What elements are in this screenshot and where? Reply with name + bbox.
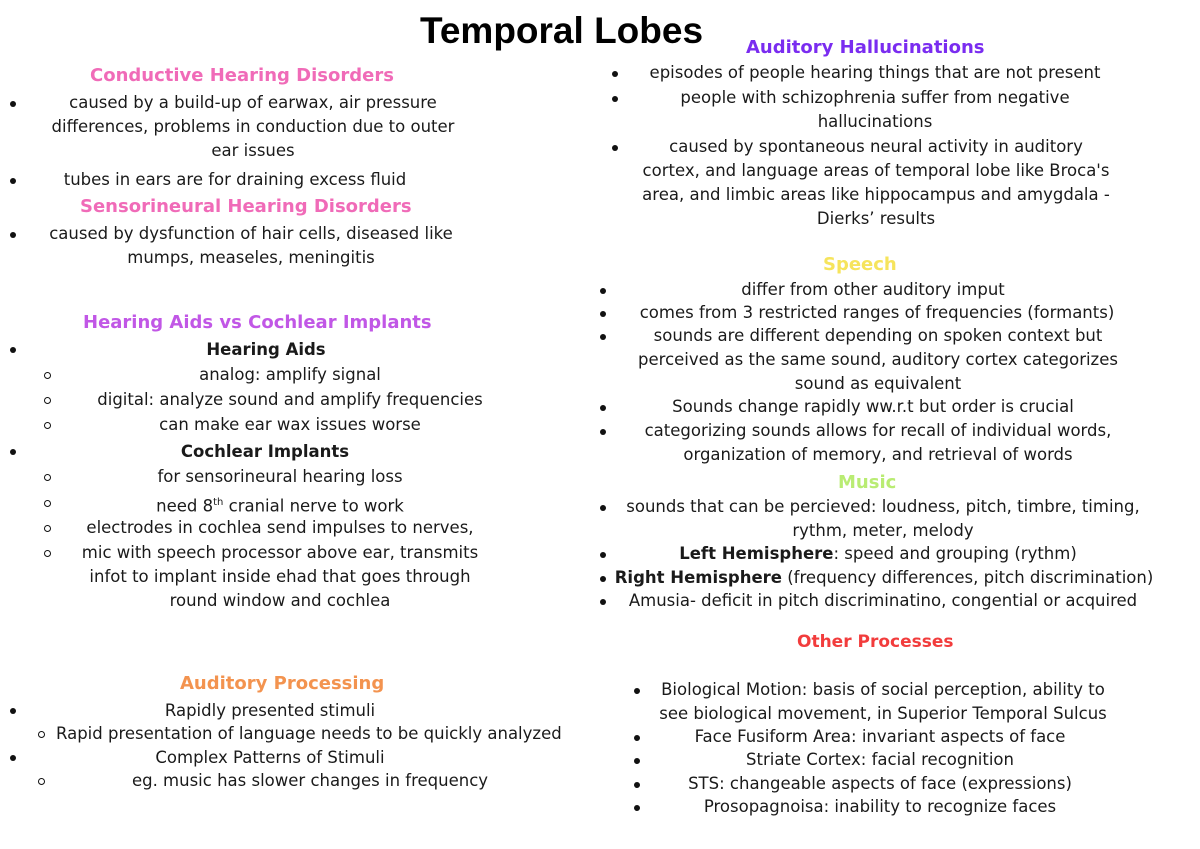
hearing-aids-item: digital: analyze sound and amplify frequencies <box>97 390 483 409</box>
other-processes-heading: Other Processes <box>797 632 954 652</box>
processing-subitem: Rapid presentation of language needs to be quickly analyzed <box>56 724 562 743</box>
music-item: Left Hemisphere: speed and grouping (rythm) <box>679 544 1077 563</box>
other-item: Face Fusiform Area: invariant aspects of face <box>694 727 1066 746</box>
bullet-icon <box>634 782 640 788</box>
other-item: STS: changeable aspects of face (expressions) <box>688 774 1072 793</box>
cochlear-item: electrodes in cochlea send impulses to nerves, <box>86 518 474 537</box>
sub-bullet-icon <box>44 474 51 481</box>
sub-bullet-icon <box>38 778 45 785</box>
bullet-icon <box>10 755 16 761</box>
cochlear-implants-label: Cochlear Implants <box>180 442 350 461</box>
hearing-aids-heading: Hearing Aids vs Cochlear Implants <box>83 312 432 333</box>
bullet-icon <box>634 805 640 811</box>
processing-subitem: eg. music has slower changes in frequency <box>131 771 489 790</box>
bullet-icon <box>600 405 606 411</box>
hallucinations-item: people with schizophrenia suffer from negative hallucinations <box>680 88 1070 131</box>
bullet-icon <box>10 232 16 238</box>
bullet-icon <box>634 688 640 694</box>
sub-bullet-icon <box>44 500 51 507</box>
bullet-icon <box>634 758 640 764</box>
bullet-icon <box>10 708 16 714</box>
hearing-aids-item: analog: amplify signal <box>199 365 381 384</box>
sub-bullet-icon <box>44 422 51 429</box>
sensorineural-heading: Sensorineural Hearing Disorders <box>80 196 412 217</box>
bullet-icon <box>600 288 606 294</box>
bullet-icon <box>600 576 606 582</box>
speech-heading: Speech <box>823 254 897 275</box>
hearing-aids-label: Hearing Aids <box>206 340 326 359</box>
music-heading: Music <box>838 472 897 493</box>
sensorineural-item-1: caused by dysfunction of hair cells, diseased like mumps, measeles, meningitis <box>49 224 453 267</box>
other-item: Biological Motion: basis of social perception, ability to see biological movement, in Superior Temporal Sulcus <box>659 680 1107 723</box>
sub-bullet-icon <box>44 397 51 404</box>
other-item: Prosopagnoisa: inability to recognize faces <box>703 797 1057 816</box>
conductive-heading: Conductive Hearing Disorders <box>90 65 394 86</box>
processing-item: Rapidly presented stimuli <box>164 701 376 720</box>
music-item: Amusia- deficit in pitch discriminatino, congential or acquired <box>628 591 1138 610</box>
sub-bullet-icon <box>44 525 51 532</box>
bullet-icon <box>612 96 618 102</box>
processing-item: Complex Patterns of Stimuli <box>155 748 385 767</box>
music-item: sounds that can be percieved: loudness, pitch, timbre, timing, rythm, meter, melody <box>626 497 1140 540</box>
speech-item: differ from other auditory imput <box>741 280 1005 299</box>
hallucinations-heading: Auditory Hallucinations <box>746 37 985 58</box>
hearing-aids-item: can make ear wax issues worse <box>159 415 421 434</box>
speech-item: comes from 3 restricted ranges of frequencies (formants) <box>639 303 1115 322</box>
other-item: Striate Cortex: facial recognition <box>746 750 1014 769</box>
speech-item: sounds are different depending on spoken context but perceived as the same sound, auditory cortex categorizes sound as equivalent <box>638 326 1118 393</box>
bullet-icon <box>10 347 16 353</box>
sub-bullet-icon <box>44 550 51 557</box>
bullet-icon <box>10 178 16 184</box>
music-item: Right Hemisphere (frequency differences, pitch discrimination) <box>614 568 1154 587</box>
bullet-icon <box>600 429 606 435</box>
cochlear-item: mic with speech processor above ear, transmits infot to implant inside ehad that goes through round window and cochlea <box>81 543 479 610</box>
bullet-icon <box>600 599 606 605</box>
bullet-icon <box>600 311 606 317</box>
conductive-item-2: tubes in ears are for draining excess fluid <box>63 170 407 189</box>
speech-item: categorizing sounds allows for recall of individual words, organization of memory, and retrieval of words <box>644 421 1112 464</box>
bullet-icon <box>600 505 606 511</box>
cochlear-item: for sensorineural hearing loss <box>157 467 403 486</box>
bullet-icon <box>612 71 618 77</box>
hallucinations-item: caused by spontaneous neural activity in auditory cortex, and language areas of temporal lobe like Broca's area, and limbic areas like hippocampus and amygdala - Dierks’ results <box>642 137 1110 228</box>
conductive-item-1: caused by a build-up of earwax, air pressure differences, problems in conduction due to outer ear issues <box>51 93 455 160</box>
bullet-icon <box>634 735 640 741</box>
speech-item: Sounds change rapidly ww.r.t but order is crucial <box>672 397 1074 416</box>
hallucinations-item: episodes of people hearing things that are not present <box>649 63 1101 82</box>
sub-bullet-icon <box>38 731 45 738</box>
bullet-icon <box>612 145 618 151</box>
cochlear-item: need 8th cranial nerve to work <box>156 496 404 516</box>
auditory-processing-heading: Auditory Processing <box>180 673 385 694</box>
bullet-icon <box>600 334 606 340</box>
sub-bullet-icon <box>44 372 51 379</box>
bullet-icon <box>600 552 606 558</box>
bullet-icon <box>10 101 16 107</box>
page-title: Temporal Lobes <box>420 10 704 51</box>
bullet-icon <box>10 449 16 455</box>
